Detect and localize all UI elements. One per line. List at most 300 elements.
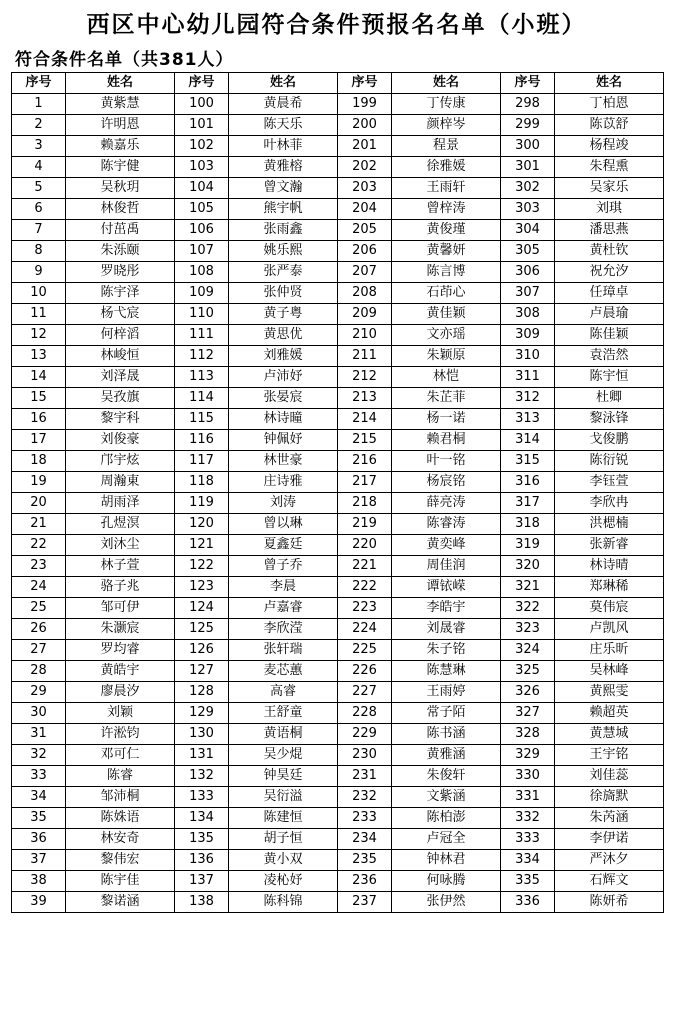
name-cell: 李欣冉: [555, 493, 664, 514]
number-cell: 228: [338, 703, 392, 724]
name-cell: 钟林君: [392, 850, 501, 871]
number-cell: 226: [338, 661, 392, 682]
name-cell: 李欣滢: [229, 619, 338, 640]
table-row: [12, 157, 664, 178]
table-row: [12, 619, 664, 640]
name-cell: 何梓滔: [66, 325, 175, 346]
name-cell: 钟佩妤: [229, 430, 338, 451]
name-cell: 潘思燕: [555, 220, 664, 241]
number-cell: 210: [338, 325, 392, 346]
name-cell: 曾梓涛: [392, 199, 501, 220]
name-cell: 郑琳稀: [555, 577, 664, 598]
number-cell: 314: [501, 430, 555, 451]
number-cell: 207: [338, 262, 392, 283]
name-cell: 薛亮涛: [392, 493, 501, 514]
number-cell: 135: [175, 829, 229, 850]
number-cell: 334: [501, 850, 555, 871]
number-cell: 300: [501, 136, 555, 157]
number-cell: 33: [12, 766, 66, 787]
number-cell: 235: [338, 850, 392, 871]
name-cell: 黎宇科: [66, 409, 175, 430]
table-row: [12, 808, 664, 829]
name-cell: 卢凯风: [555, 619, 664, 640]
name-cell: 孔煜溟: [66, 514, 175, 535]
name-cell: 林世豪: [229, 451, 338, 472]
name-cell: 林安奇: [66, 829, 175, 850]
number-cell: 214: [338, 409, 392, 430]
name-cell: 朱子铭: [392, 640, 501, 661]
name-cell: 严沐夕: [555, 850, 664, 871]
name-cell: 吴少焜: [229, 745, 338, 766]
name-cell: 常子陌: [392, 703, 501, 724]
name-cell: 赖君桐: [392, 430, 501, 451]
name-cell: 李皓宇: [392, 598, 501, 619]
number-cell: 237: [338, 892, 392, 913]
column-header-number: 序号: [12, 73, 66, 94]
column-header-number: 序号: [338, 73, 392, 94]
number-cell: 15: [12, 388, 66, 409]
number-cell: 199: [338, 94, 392, 115]
number-cell: 219: [338, 514, 392, 535]
number-cell: 116: [175, 430, 229, 451]
name-cell: 杨程竣: [555, 136, 664, 157]
name-cell: 陈慧琳: [392, 661, 501, 682]
name-cell: 黄奕峰: [392, 535, 501, 556]
name-cell: 陈妍希: [555, 892, 664, 913]
name-cell: 邝宇炫: [66, 451, 175, 472]
table-body: [12, 94, 664, 913]
table-row: [12, 94, 664, 115]
number-cell: 328: [501, 724, 555, 745]
table-row: [12, 409, 664, 430]
name-cell: 叶林菲: [229, 136, 338, 157]
name-cell: 刘颖: [66, 703, 175, 724]
page-title: 西区中心幼儿园符合条件预报名名单（小班）: [86, 12, 587, 38]
name-cell: 陈苡舒: [555, 115, 664, 136]
name-cell: 陈言博: [392, 262, 501, 283]
number-cell: 209: [338, 304, 392, 325]
number-cell: 124: [175, 598, 229, 619]
name-cell: 林俊哲: [66, 199, 175, 220]
name-cell: 刘涛: [229, 493, 338, 514]
number-cell: 30: [12, 703, 66, 724]
number-cell: 12: [12, 325, 66, 346]
number-cell: 107: [175, 241, 229, 262]
number-cell: 310: [501, 346, 555, 367]
name-cell: 林子萱: [66, 556, 175, 577]
name-cell: 熊宇帆: [229, 199, 338, 220]
number-cell: 138: [175, 892, 229, 913]
name-cell: 罗均睿: [66, 640, 175, 661]
table-row: [12, 850, 664, 871]
table-row: [12, 241, 664, 262]
name-cell: 张伊然: [392, 892, 501, 913]
name-cell: 黄雅涵: [392, 745, 501, 766]
number-cell: 14: [12, 367, 66, 388]
number-cell: 222: [338, 577, 392, 598]
table-row: [12, 430, 664, 451]
name-cell: 曾子乔: [229, 556, 338, 577]
number-cell: 303: [501, 199, 555, 220]
name-cell: 陈宇泽: [66, 283, 175, 304]
number-cell: 229: [338, 724, 392, 745]
number-cell: 114: [175, 388, 229, 409]
table-row: [12, 451, 664, 472]
name-cell: 黄小双: [229, 850, 338, 871]
number-cell: 5: [12, 178, 66, 199]
number-cell: 27: [12, 640, 66, 661]
number-cell: 24: [12, 577, 66, 598]
number-cell: 327: [501, 703, 555, 724]
table-row: [12, 556, 664, 577]
name-cell: 王宇铭: [555, 745, 664, 766]
number-cell: 102: [175, 136, 229, 157]
number-cell: 304: [501, 220, 555, 241]
name-cell: 张严泰: [229, 262, 338, 283]
name-cell: 付茁禹: [66, 220, 175, 241]
table-row: [12, 304, 664, 325]
name-cell: 骆子兆: [66, 577, 175, 598]
number-cell: 26: [12, 619, 66, 640]
column-header-name: 姓名: [555, 73, 664, 94]
number-cell: 108: [175, 262, 229, 283]
number-cell: 9: [12, 262, 66, 283]
name-cell: 姚乐熙: [229, 241, 338, 262]
name-cell: 黄杜钦: [555, 241, 664, 262]
number-cell: 206: [338, 241, 392, 262]
number-cell: 329: [501, 745, 555, 766]
table-row: [12, 283, 664, 304]
name-cell: 凌杺妤: [229, 871, 338, 892]
table-row: [12, 535, 664, 556]
name-cell: 黎泳锋: [555, 409, 664, 430]
number-cell: 2: [12, 115, 66, 136]
number-cell: 236: [338, 871, 392, 892]
name-cell: 赖嘉乐: [66, 136, 175, 157]
name-cell: 黄佳颖: [392, 304, 501, 325]
name-cell: 张仲贤: [229, 283, 338, 304]
number-cell: 309: [501, 325, 555, 346]
number-cell: 125: [175, 619, 229, 640]
number-cell: 115: [175, 409, 229, 430]
number-cell: 4: [12, 157, 66, 178]
number-cell: 308: [501, 304, 555, 325]
name-cell: 罗晓彤: [66, 262, 175, 283]
number-cell: 117: [175, 451, 229, 472]
name-cell: 陈建恒: [229, 808, 338, 829]
number-cell: 16: [12, 409, 66, 430]
list-subtitle: 符合条件名单（共381人）: [15, 50, 234, 70]
name-cell: 陈天乐: [229, 115, 338, 136]
table-row: [12, 262, 664, 283]
table-row: [12, 325, 664, 346]
number-cell: 318: [501, 514, 555, 535]
number-cell: 307: [501, 283, 555, 304]
name-cell: 戈俊鹏: [555, 430, 664, 451]
enrollment-table: [11, 72, 664, 913]
table-row: [12, 199, 664, 220]
number-cell: 230: [338, 745, 392, 766]
name-cell: 许明恩: [66, 115, 175, 136]
number-cell: 111: [175, 325, 229, 346]
number-cell: 6: [12, 199, 66, 220]
name-cell: 卢晨瑜: [555, 304, 664, 325]
name-cell: 叶一铭: [392, 451, 501, 472]
number-cell: 105: [175, 199, 229, 220]
table-row: [12, 703, 664, 724]
number-cell: 132: [175, 766, 229, 787]
name-cell: 石茚心: [392, 283, 501, 304]
name-cell: 黄俊瑾: [392, 220, 501, 241]
table-row: [12, 472, 664, 493]
number-cell: 218: [338, 493, 392, 514]
name-cell: 袁浩然: [555, 346, 664, 367]
number-cell: 120: [175, 514, 229, 535]
number-cell: 10: [12, 283, 66, 304]
name-cell: 朱灏宸: [66, 619, 175, 640]
number-cell: 103: [175, 157, 229, 178]
number-cell: 119: [175, 493, 229, 514]
name-cell: 徐旖默: [555, 787, 664, 808]
table-row: [12, 787, 664, 808]
name-cell: 黄慧城: [555, 724, 664, 745]
name-cell: 胡子恒: [229, 829, 338, 850]
number-cell: 208: [338, 283, 392, 304]
name-cell: 陈科锦: [229, 892, 338, 913]
table-row: [12, 178, 664, 199]
name-cell: 祝允汐: [555, 262, 664, 283]
name-cell: 吴衍溢: [229, 787, 338, 808]
name-cell: 林诗晴: [555, 556, 664, 577]
name-cell: 杨弋宸: [66, 304, 175, 325]
number-cell: 8: [12, 241, 66, 262]
name-cell: 黄雅榕: [229, 157, 338, 178]
number-cell: 19: [12, 472, 66, 493]
name-cell: 邹沛桐: [66, 787, 175, 808]
number-cell: 331: [501, 787, 555, 808]
number-cell: 203: [338, 178, 392, 199]
name-cell: 文亦瑶: [392, 325, 501, 346]
name-cell: 朱俊轩: [392, 766, 501, 787]
name-cell: 夏鑫廷: [229, 535, 338, 556]
number-cell: 126: [175, 640, 229, 661]
number-cell: 326: [501, 682, 555, 703]
name-cell: 张轩瑞: [229, 640, 338, 661]
name-cell: 陈柏澎: [392, 808, 501, 829]
name-cell: 吴孜旗: [66, 388, 175, 409]
name-cell: 杨一诺: [392, 409, 501, 430]
name-cell: 吴林峰: [555, 661, 664, 682]
number-cell: 104: [175, 178, 229, 199]
name-cell: 谭铱嵘: [392, 577, 501, 598]
name-cell: 黎伟宏: [66, 850, 175, 871]
number-cell: 227: [338, 682, 392, 703]
name-cell: 王雨婷: [392, 682, 501, 703]
number-cell: 34: [12, 787, 66, 808]
table-row: [12, 682, 664, 703]
number-cell: 136: [175, 850, 229, 871]
name-cell: 丁柏恩: [555, 94, 664, 115]
number-cell: 3: [12, 136, 66, 157]
number-cell: 39: [12, 892, 66, 913]
name-cell: 卢冠全: [392, 829, 501, 850]
name-cell: 黄晨希: [229, 94, 338, 115]
name-cell: 黄思优: [229, 325, 338, 346]
number-cell: 101: [175, 115, 229, 136]
name-cell: 陈姝语: [66, 808, 175, 829]
table-row: [12, 766, 664, 787]
number-cell: 17: [12, 430, 66, 451]
column-header-name: 姓名: [229, 73, 338, 94]
name-cell: 许淞钧: [66, 724, 175, 745]
name-cell: 黄紫慧: [66, 94, 175, 115]
name-cell: 丁传康: [392, 94, 501, 115]
number-cell: 225: [338, 640, 392, 661]
name-cell: 朱芮涵: [555, 808, 664, 829]
table-row: [12, 115, 664, 136]
name-cell: 赖超英: [555, 703, 664, 724]
name-cell: 朱程熏: [555, 157, 664, 178]
number-cell: 315: [501, 451, 555, 472]
number-cell: 137: [175, 871, 229, 892]
number-cell: 323: [501, 619, 555, 640]
name-cell: 黎诺涵: [66, 892, 175, 913]
number-cell: 305: [501, 241, 555, 262]
number-cell: 122: [175, 556, 229, 577]
number-cell: 336: [501, 892, 555, 913]
number-cell: 22: [12, 535, 66, 556]
name-cell: 李钰萱: [555, 472, 664, 493]
name-cell: 黄子粤: [229, 304, 338, 325]
number-cell: 322: [501, 598, 555, 619]
number-cell: 298: [501, 94, 555, 115]
table-row: [12, 388, 664, 409]
name-cell: 张新睿: [555, 535, 664, 556]
name-cell: 陈衍锐: [555, 451, 664, 472]
number-cell: 28: [12, 661, 66, 682]
number-cell: 134: [175, 808, 229, 829]
name-cell: 石辉文: [555, 871, 664, 892]
number-cell: 1: [12, 94, 66, 115]
number-cell: 32: [12, 745, 66, 766]
number-cell: 38: [12, 871, 66, 892]
name-cell: 钟昊廷: [229, 766, 338, 787]
table-row: [12, 892, 664, 913]
table-row: [12, 640, 664, 661]
table-row: [12, 514, 664, 535]
name-cell: 洪楒楠: [555, 514, 664, 535]
name-cell: 朱芷菲: [392, 388, 501, 409]
number-cell: 233: [338, 808, 392, 829]
number-cell: 325: [501, 661, 555, 682]
number-cell: 320: [501, 556, 555, 577]
name-cell: 黄馨妍: [392, 241, 501, 262]
name-cell: 陈睿涛: [392, 514, 501, 535]
name-cell: 曾文瀚: [229, 178, 338, 199]
name-cell: 刘沐尘: [66, 535, 175, 556]
name-cell: 吴家乐: [555, 178, 664, 199]
number-cell: 324: [501, 640, 555, 661]
number-cell: 223: [338, 598, 392, 619]
name-cell: 刘晟睿: [392, 619, 501, 640]
name-cell: 吴秋玥: [66, 178, 175, 199]
number-cell: 221: [338, 556, 392, 577]
name-cell: 庄诗雅: [229, 472, 338, 493]
number-cell: 11: [12, 304, 66, 325]
name-cell: 黄语桐: [229, 724, 338, 745]
name-cell: 胡雨泽: [66, 493, 175, 514]
name-cell: 任璋卓: [555, 283, 664, 304]
name-cell: 何咏腾: [392, 871, 501, 892]
name-cell: 麦芯蕙: [229, 661, 338, 682]
number-cell: 317: [501, 493, 555, 514]
table-row: [12, 745, 664, 766]
name-cell: 张晏宸: [229, 388, 338, 409]
table-row: [12, 493, 664, 514]
table-row: [12, 598, 664, 619]
number-cell: 25: [12, 598, 66, 619]
column-header-number: 序号: [501, 73, 555, 94]
number-cell: 333: [501, 829, 555, 850]
name-cell: 卢嘉睿: [229, 598, 338, 619]
number-cell: 312: [501, 388, 555, 409]
name-cell: 周佳润: [392, 556, 501, 577]
name-cell: 刘俊豪: [66, 430, 175, 451]
number-cell: 106: [175, 220, 229, 241]
number-cell: 321: [501, 577, 555, 598]
number-cell: 213: [338, 388, 392, 409]
name-cell: 陈睿: [66, 766, 175, 787]
number-cell: 330: [501, 766, 555, 787]
name-cell: 周瀚東: [66, 472, 175, 493]
number-cell: 13: [12, 346, 66, 367]
number-cell: 113: [175, 367, 229, 388]
name-cell: 张雨鑫: [229, 220, 338, 241]
number-cell: 217: [338, 472, 392, 493]
name-cell: 林峻恒: [66, 346, 175, 367]
table-header: [12, 73, 664, 94]
name-cell: 林恺: [392, 367, 501, 388]
name-cell: 莫伟宸: [555, 598, 664, 619]
number-cell: 234: [338, 829, 392, 850]
number-cell: 212: [338, 367, 392, 388]
number-cell: 211: [338, 346, 392, 367]
name-cell: 杨宸铭: [392, 472, 501, 493]
number-cell: 215: [338, 430, 392, 451]
number-cell: 109: [175, 283, 229, 304]
name-cell: 陈宇佳: [66, 871, 175, 892]
name-cell: 黄皓宇: [66, 661, 175, 682]
table-row: [12, 577, 664, 598]
name-cell: 李伊诺: [555, 829, 664, 850]
number-cell: 112: [175, 346, 229, 367]
number-cell: 205: [338, 220, 392, 241]
table-row: [12, 136, 664, 157]
table-row: [12, 367, 664, 388]
name-cell: 王雨轩: [392, 178, 501, 199]
name-cell: 廖晨汐: [66, 682, 175, 703]
name-cell: 邹可伊: [66, 598, 175, 619]
number-cell: 335: [501, 871, 555, 892]
table-row: [12, 661, 664, 682]
number-cell: 127: [175, 661, 229, 682]
number-cell: 130: [175, 724, 229, 745]
name-cell: 陈宇健: [66, 157, 175, 178]
number-cell: 200: [338, 115, 392, 136]
number-cell: 313: [501, 409, 555, 430]
table-row: [12, 724, 664, 745]
number-cell: 110: [175, 304, 229, 325]
